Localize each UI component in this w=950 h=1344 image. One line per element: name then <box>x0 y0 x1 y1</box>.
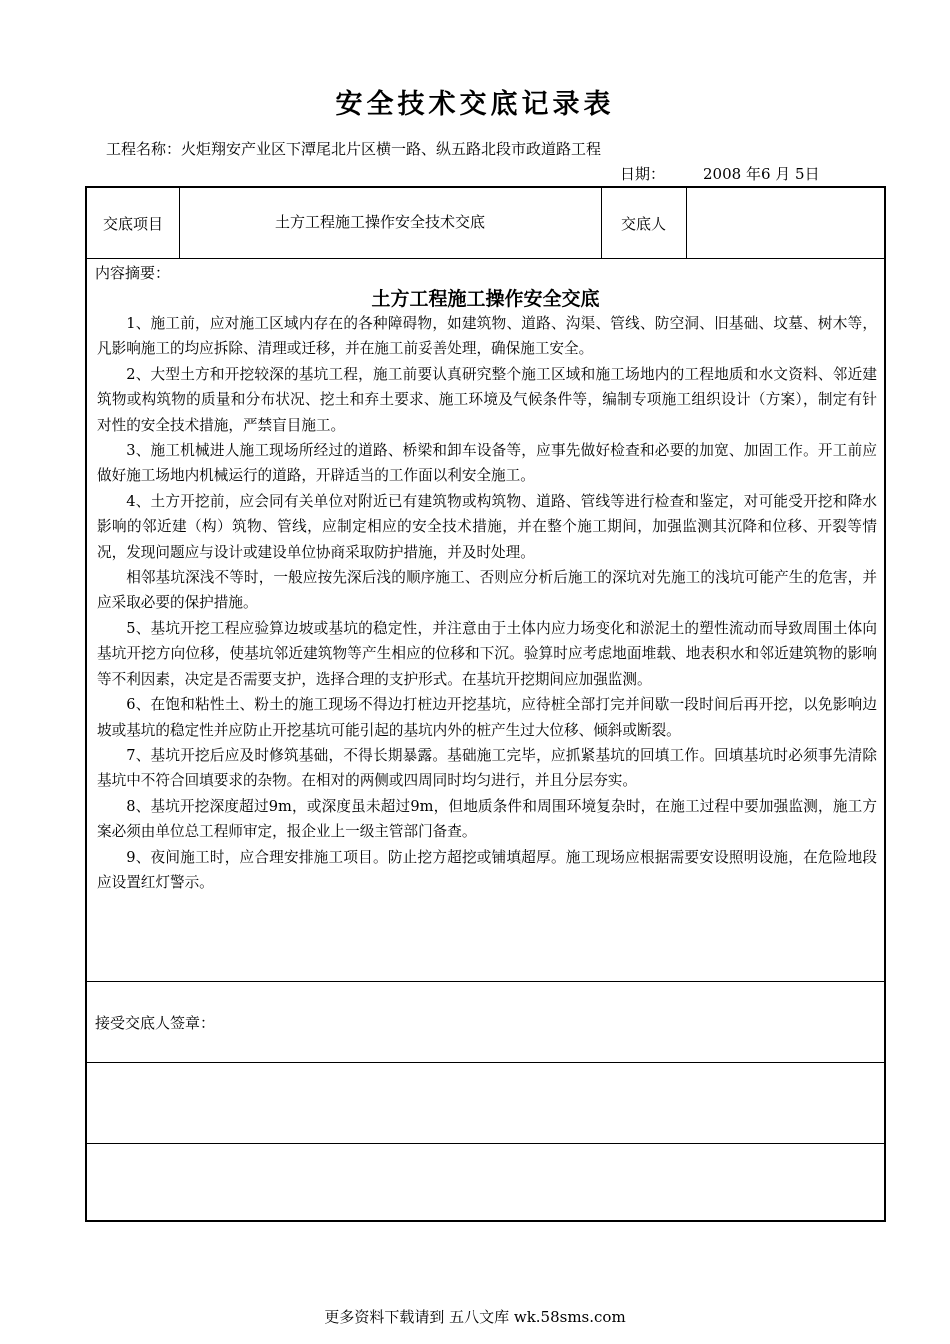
paragraph: 7、基坑开挖后应及时修筑基础，不得长期暴露。基础施工完毕，应抓紧基坑的回填工作。回填基坑时必须事先清除基坑中不符合回填要求的杂物。在相对的两侧或四周同时均匀进行，并且分层夯实。 <box>97 746 877 790</box>
paragraph: 5、基坑开挖工程应验算边坡或基坑的稳定性，并注意由于土体内应力场变化和淤泥土的塑性流动而导致周围土体向基坑开挖方向位移，使基坑邻近建筑物等产生相应的位移和下沉。验算时应考虑地面堆载、地表积水和邻近建筑物的影响等不利因素，决定是否需要支护，选择合理的支护形式。在基坑开挖期间应加强监测。 <box>97 619 877 688</box>
paragraph: 相邻基坑深浅不等时，一般应按先深后浅的顺序施工、否则应分析后施工的深坑对先施工的浅坑可能产生的危害，并应采取必要的保护措施。 <box>97 569 877 612</box>
person-label: 交底人 <box>620 214 666 233</box>
paragraph: 8、基坑开挖深度超过9m，或深度虽未超过9m，但地质条件和周围环境复杂时，在施工过程中要加强监测，施工方案必须由单位总工程师审定，报企业上一级主管部门备查。 <box>97 797 877 841</box>
date-label: 日期： <box>620 165 666 183</box>
column-divider <box>179 188 180 258</box>
document-title: 安全技术交底记录表 <box>335 89 615 120</box>
row-divider <box>87 981 884 982</box>
record-table <box>85 186 886 1222</box>
paragraph: 1、施工前，应对施工区域内存在的各种障碍物，如建筑物、道路、沟渠、管线、防空洞、旧基础、坟墓、树木等，凡影响施工的均应拆除、清理或迁移，并在施工前妥善处理，确保施工安全。 <box>97 315 877 358</box>
paragraph: 9、夜间施工时，应合理安排施工项目。防止挖方超挖或铺填超厚。施工现场应根据需要安设照明设施，在危险地段应设置红灯警示。 <box>97 848 877 891</box>
project-name-line <box>106 138 601 159</box>
project-name: 火炬翔安产业区下潭尾北片区横一路、纵五路北段市政道路工程 <box>181 140 602 158</box>
summary-label: 内容摘要： <box>95 264 171 282</box>
footer-text: 更多资料下载请到 五八文库 wk.58sms.com <box>324 1308 626 1326</box>
date-value: 2008 年6 月 5日 <box>703 165 820 183</box>
paragraph: 2、大型土方和开挖较深的基坑工程，施工前要认真研究整个施工区域和施工场地内的工程地质和水文资料、邻近建筑物或构筑物的质量和分布状况、挖土和弃土要求、施工环境及气候条件等，编制专项施工组织设计（方案），制定有针对性的安全技术措施，严禁盲目施工。 <box>97 365 877 434</box>
row-divider <box>87 1062 884 1063</box>
row-divider <box>87 1143 884 1144</box>
signature-label: 接受交底人签章： <box>95 1014 216 1032</box>
project-label: 工程名称： <box>106 140 182 158</box>
date-line <box>620 163 820 184</box>
paragraph: 3、施工机械进人施工现场所经过的道路、桥梁和卸车设备等，应事先做好检查和必要的加宽、加固工作。开工前应做好施工场地内机械运行的道路，开辟适当的工作面以利安全施工。 <box>97 442 877 485</box>
paragraph: 4、土方开挖前，应会同有关单位对附近已有建筑物或构筑物、道路、管线等进行检查和鉴定，对可能受开挖和降水影响的邻近建（构）筑物、管线，应制定相应的安全技术措施，并在整个施工期间，加强监测其沉降和位移、开裂等情况，发现问题应与设计或建设单位协商采取防护措施，并及时处理。 <box>97 492 877 561</box>
content-body <box>97 311 877 895</box>
paragraph: 6、在饱和粘性土、粉土的施工现场不得边打桩边开挖基坑，应待桩全部打完并间歇一段时间后再开挖，以免影响边坡或基坑的稳定性并应防止开挖基坑可能引起的基坑内外的桩产生过大位移、倾斜或断裂。 <box>97 696 877 739</box>
row-divider <box>87 258 884 259</box>
item-value: 土方工程施工操作安全技术交底 <box>275 212 486 231</box>
person-value <box>686 188 884 258</box>
content-title: 土方工程施工操作安全交底 <box>371 288 600 310</box>
item-label: 交底项目 <box>102 214 163 233</box>
